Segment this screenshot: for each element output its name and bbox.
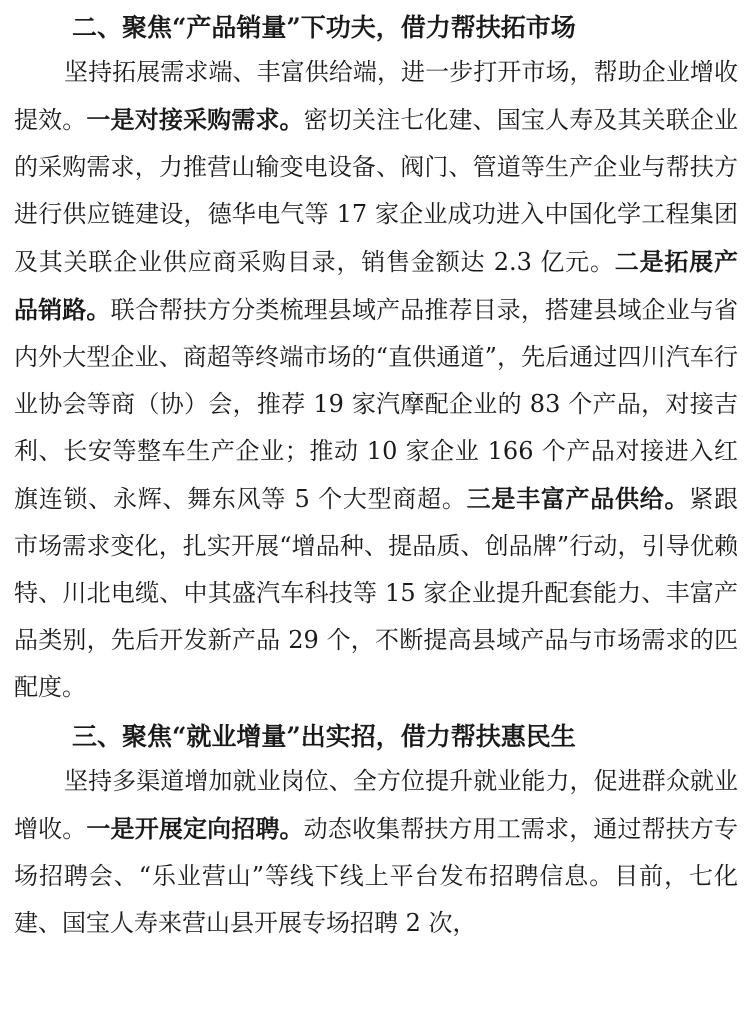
section-heading: 三、聚焦“就业增量”出实招，借力帮扶惠民生 <box>72 722 576 751</box>
bold-lead-text: 二是拓展产品销路。 <box>14 247 738 324</box>
section-paragraph <box>14 49 738 711</box>
paragraph-text: 坚持拓展需求端、丰富供给端，进一步打开市场，帮助企业增收提效。 <box>14 58 738 134</box>
paragraph-text: 坚持多渠道增加就业岗位、全方位提升就业能力，促进群众就业增收。 <box>14 767 738 843</box>
bold-lead-text: 一是开展定向招聘。 <box>86 814 304 843</box>
section-heading: 二、聚焦“产品销量”下功夫，借力帮扶拓市场 <box>72 13 576 42</box>
bold-lead-text: 三是丰富产品供给。 <box>466 484 690 513</box>
paragraph-text: 联合帮扶方分类梳理县域产品推荐目录，搭建县域企业与省内外大型企业、商超等终端市场的“直供通道”，先后通过四川汽车行业协会等商（协）会，推荐 19 家汽摩配企业的 83 个产品，对接吉利、长安等整车生产企业；推动 10 家企业 166 个产品对接进入红旗连锁、永辉、舞东风等 5 个大型商超。 <box>14 296 739 513</box>
section-paragraph <box>14 758 738 947</box>
paragraph-text: 密切关注七化建、国宝人寿及其关联企业的采购需求，力推营山输变电设备、阀门、管道等生产企业与帮扶方进行供应链建设，德华电气等 17 家企业成功进入中国化学工程集团及其关联企业供应商采购目录，销售金额达 2.3 亿元。 <box>14 106 739 276</box>
document-page <box>14 6 738 947</box>
paragraph-text: 动态收集帮扶方用工需求，通过帮扶方专场招聘会、“乐业营山”等线下线上平台发布招聘信息。目前，七化建、国宝人寿来营山县开展专场招聘 2 次， <box>14 815 739 937</box>
bold-lead-text: 一是对接采购需求。 <box>86 105 304 134</box>
paragraph-text: 紧跟市场需求变化，扎实开展“增品种、提品质、创品牌”行动，引导优赖特、川北电缆、中其盛汽车科技等 15 家企业提升配套能力、丰富产品类别，先后开发新产品 29 个，不断提高县域产品与市场需求的匹配度。 <box>14 485 739 701</box>
